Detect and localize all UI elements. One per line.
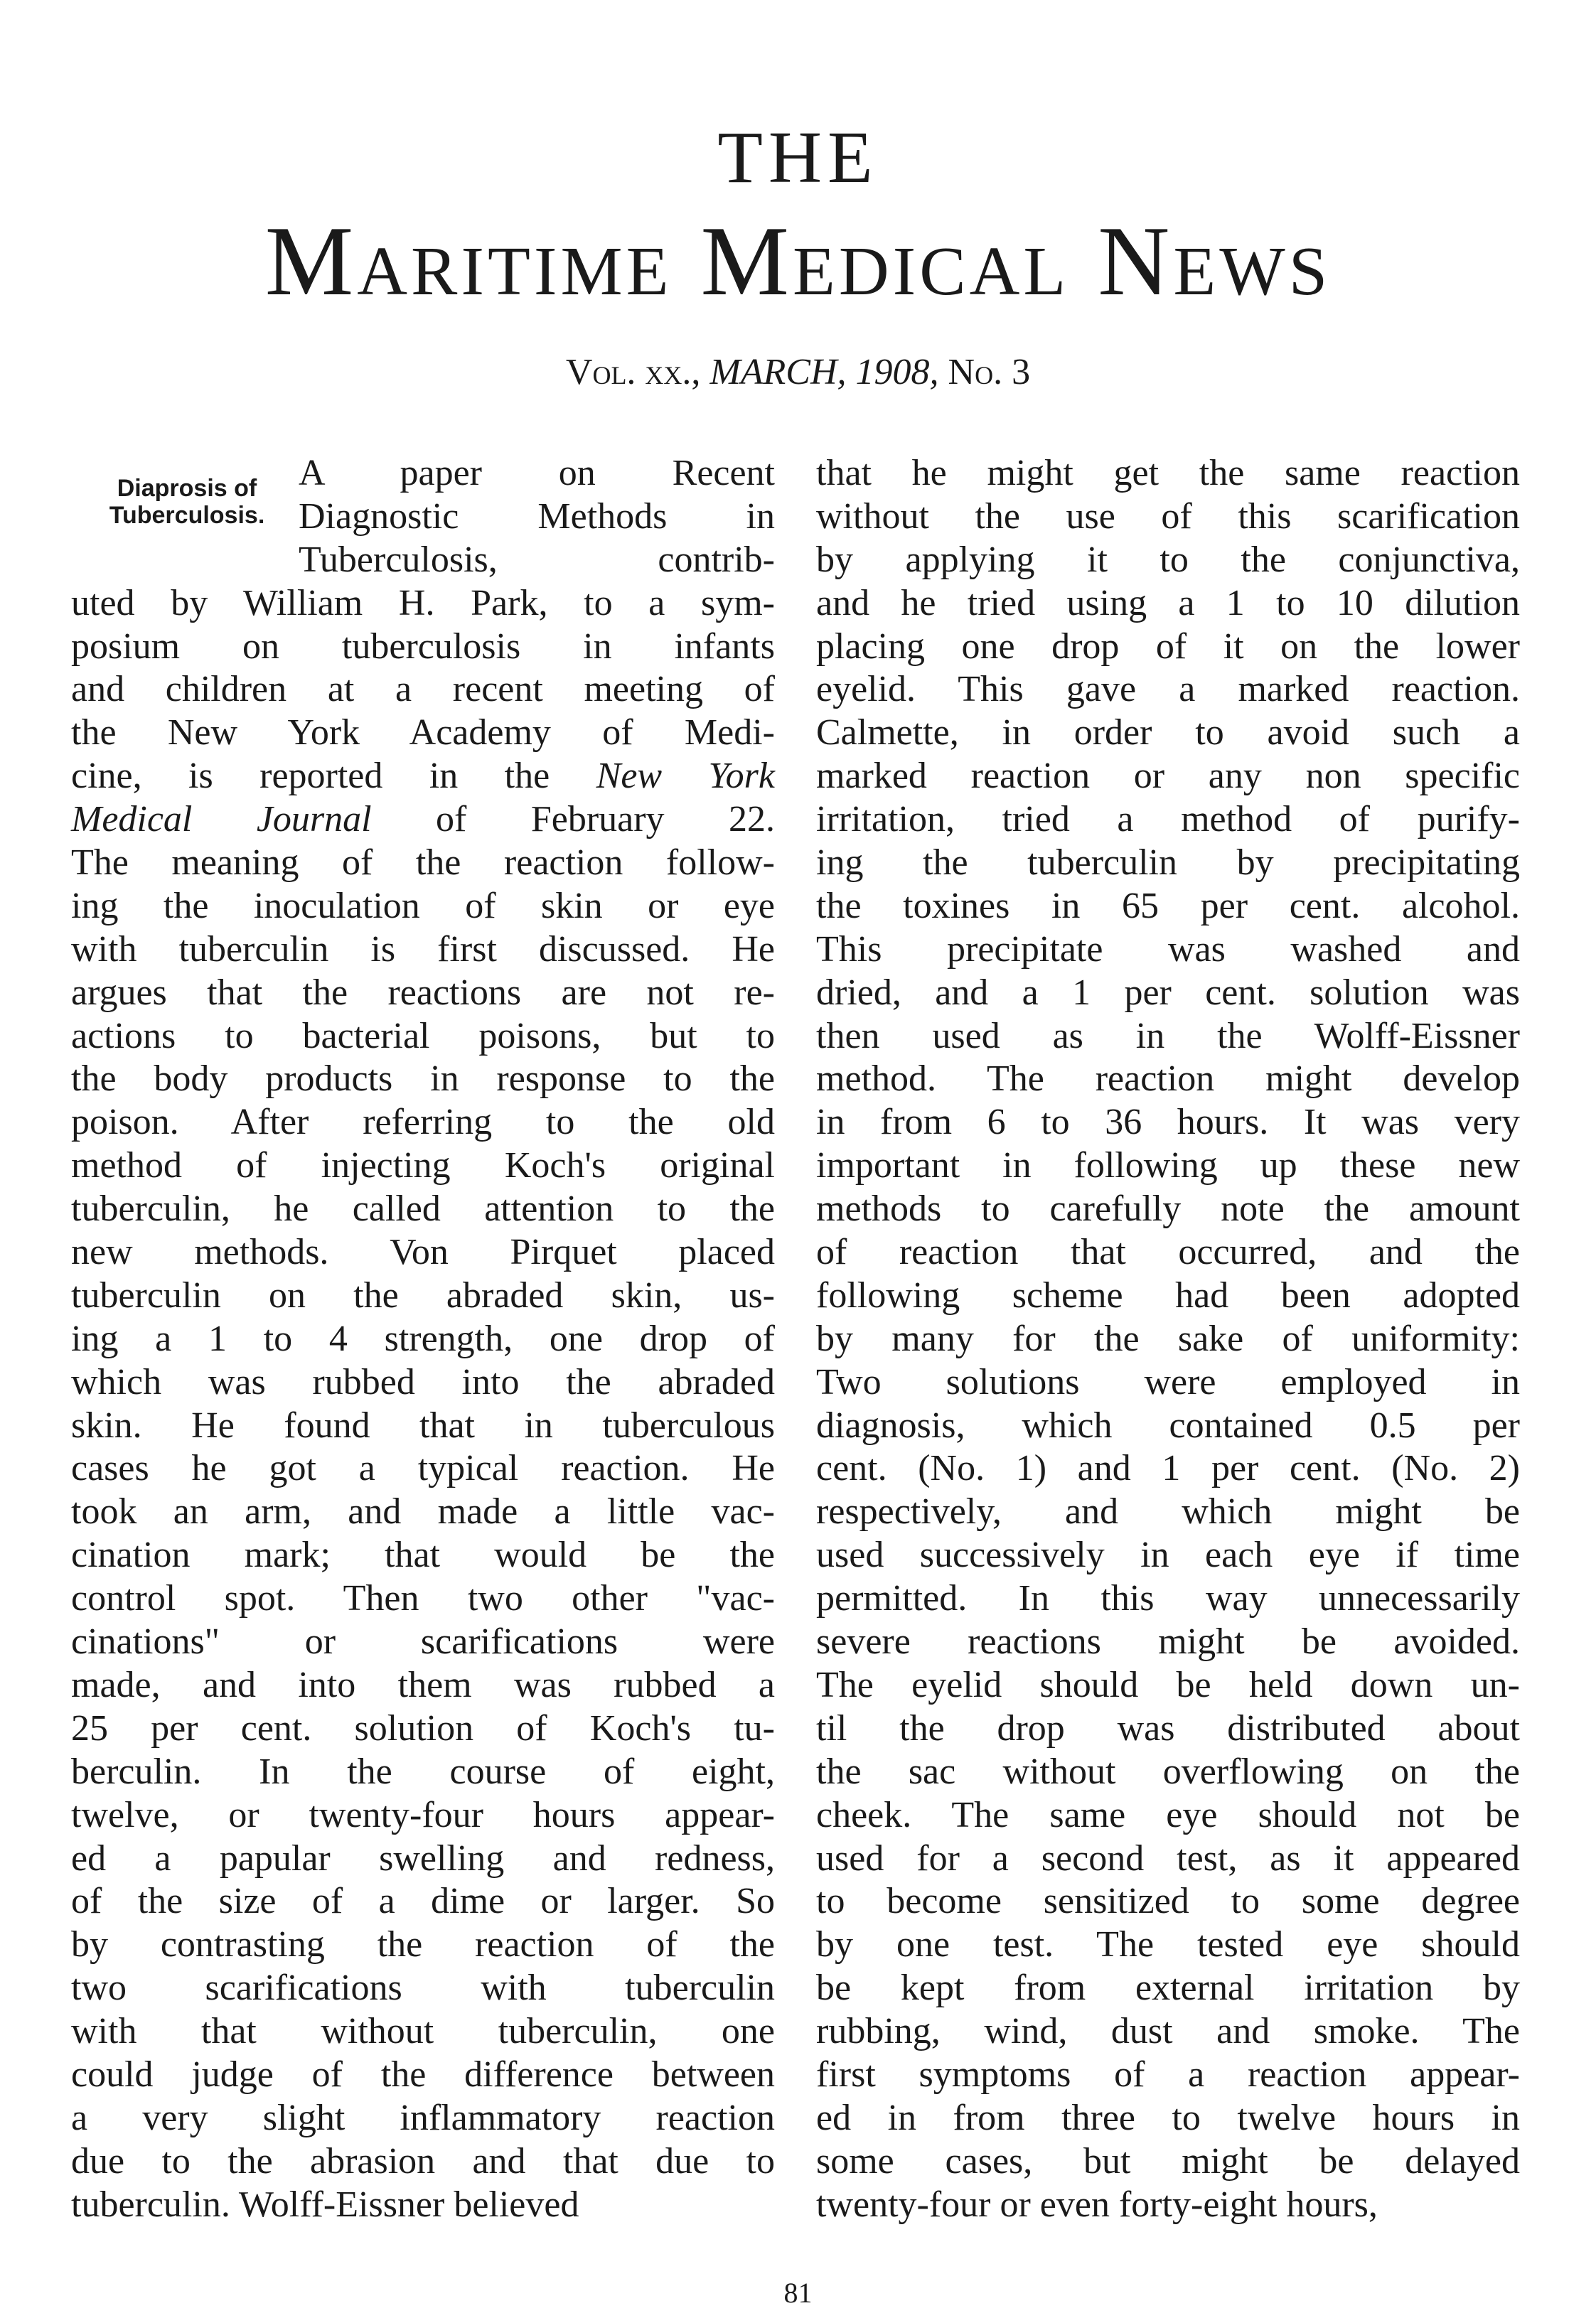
text-line: and he tried using a 1 to 10 dilution [816, 582, 1520, 623]
text-line: in from 6 to 36 hours. It was very [816, 1102, 1520, 1143]
text-line: cine, is reported in the New York [71, 756, 775, 797]
text-line: with that without tuberculin, one [71, 2011, 775, 2052]
text-line: twenty-four or even forty-eight hours, [816, 2184, 1378, 2225]
text-line: actions to bacterial poisons, but to [71, 1015, 775, 1056]
text-line: 25 per cent. solution of Koch's tu- [71, 1707, 775, 1749]
text-line: the toxines in 65 per cent. alcohol. [816, 885, 1520, 926]
text-line: be kept from external irritation by [816, 1968, 1520, 2009]
text-line: to become sensitized to some degree [816, 1881, 1520, 1922]
text-line: without the use of this scarification [816, 495, 1520, 537]
text-line: ing the inoculation of skin or eye [71, 885, 775, 926]
issue-number: No. 3 [948, 352, 1031, 392]
text-line: respectively, and which might be [816, 1491, 1520, 1533]
text-line: then used as in the Wolff-Eissner [816, 1015, 1520, 1056]
text-line: which was rubbed into the abraded [71, 1361, 775, 1402]
text-line: poison. After referring to the old [71, 1102, 775, 1143]
text-line: with tuberculin is first discussed. He [71, 928, 775, 970]
text-line: new methods. Von Pirquet placed [71, 1232, 775, 1273]
side-heading-line: Tuberculosis. [109, 502, 265, 529]
text-line: skin. He found that in tuberculous [71, 1405, 775, 1446]
text-line: A paper on Recent [299, 453, 775, 493]
issue-line [0, 354, 1596, 391]
text-line: two scarifications with tuberculin [71, 1968, 775, 2009]
text-line: tuberculin on the abraded skin, us- [71, 1275, 775, 1316]
text-line: by applying it to the conjunctiva, [816, 539, 1520, 580]
text-line: a very slight inflammatory reaction [71, 2097, 775, 2138]
text-line: cent. (No. 1) and 1 per cent. (No. 2) [816, 1448, 1520, 1489]
text-line: til the drop was distributed about [816, 1707, 1520, 1749]
text-line: argues that the reactions are not re- [71, 972, 775, 1013]
text-line: placing one drop of it on the lower [816, 626, 1520, 667]
text-line: cases he got a typical reaction. He [71, 1448, 775, 1489]
text-line: eyelid. This gave a marked reaction. [816, 669, 1520, 710]
text-line: the New York Academy of Medi- [71, 712, 775, 753]
text-line: Two solutions were employed in [816, 1361, 1520, 1402]
text-line: berculin. In the course of eight, [71, 1751, 775, 1792]
masthead-the: THE [717, 117, 879, 198]
left-column [71, 452, 775, 2227]
text-line: diagnosis, which contained 0.5 per [816, 1405, 1520, 1446]
text-line: permitted. In this way unnecessarily [816, 1578, 1520, 1619]
text-line: ed in from three to twelve hours in [816, 2097, 1520, 2138]
text-line: cination mark; that would be the [71, 1535, 775, 1576]
text-line: took an arm, and made a little vac- [71, 1491, 775, 1533]
text-line: following scheme had been adopted [816, 1275, 1520, 1316]
text-line: important in following up these new [816, 1145, 1520, 1186]
text-line: of reaction that occurred, and the [816, 1232, 1520, 1273]
text-line: rubbing, wind, dust and smoke. The [816, 2011, 1520, 2052]
volume-label: Vol. xx., [565, 352, 701, 392]
journal-title: Maritime Medical News [264, 206, 1332, 316]
text-line: cheek. The same eye should not be [816, 1794, 1520, 1835]
text-line: ing a 1 to 4 strength, one drop of [71, 1318, 775, 1359]
right-column [816, 452, 1520, 2227]
text-line: Calmette, in order to avoid such a [816, 712, 1520, 753]
text-line: the sac without overflowing on the [816, 1751, 1520, 1792]
text-line: by contrasting the reaction of the [71, 1924, 775, 1965]
text-line: method of injecting Koch's original [71, 1145, 775, 1186]
text-line: uted by William H. Park, to a sym- [71, 582, 775, 623]
side-heading-line: Diaprosis of [117, 475, 257, 502]
text-line: cinations" or scarifications were [71, 1621, 775, 1663]
text-line: methods to carefully note the amount [816, 1189, 1520, 1230]
text-line: This precipitate was washed and [816, 928, 1520, 970]
text-line: twelve, or twenty-four hours appear- [71, 1794, 775, 1835]
text-line: and children at a recent meeting of [71, 669, 775, 710]
text-line: tuberculin, he called attention to the [71, 1189, 775, 1230]
text-line: by many for the sake of uniformity: [816, 1318, 1520, 1359]
text-line: that he might get the same reaction [816, 453, 1520, 493]
text-line: Medical Journal of February 22. [71, 799, 775, 840]
text-line: tuberculin. Wolff-Eissner believed [71, 2184, 579, 2225]
text-line: used successively in each eye if time [816, 1535, 1520, 1576]
page-number: 81 [783, 2277, 813, 2309]
text-line: due to the abrasion and that due to [71, 2140, 775, 2182]
text-line: irritation, tried a method of purify- [816, 799, 1520, 840]
text-line: severe reactions might be avoided. [816, 1621, 1520, 1663]
text-line: Diagnostic Methods in [299, 495, 775, 537]
text-line: ing the tuberculin by precipitating [816, 842, 1520, 884]
text-line: control spot. Then two other "vac- [71, 1578, 775, 1619]
text-line: the body products in response to the [71, 1058, 775, 1100]
text-line: some cases, but might be delayed [816, 2140, 1520, 2182]
issue-date: MARCH, 1908, [709, 352, 939, 392]
text-line: dried, and a 1 per cent. solution was [816, 972, 1520, 1013]
text-line: used for a second test, as it appeared [816, 1838, 1520, 1879]
text-line: method. The reaction might develop [816, 1058, 1520, 1100]
text-line: The meaning of the reaction follow- [71, 842, 775, 884]
text-line: ed a papular swelling and redness, [71, 1838, 775, 1879]
text-line: marked reaction or any non specific [816, 756, 1520, 797]
text-line: Tuberculosis, contrib- [299, 539, 775, 580]
text-line: by one test. The tested eye should [816, 1924, 1520, 1965]
text-line: made, and into them was rubbed a [71, 1664, 775, 1705]
text-line: first symptoms of a reaction appear- [816, 2054, 1520, 2095]
text-line: posium on tuberculosis in infants [71, 626, 775, 667]
text-line: could judge of the difference between [71, 2054, 775, 2095]
text-line: of the size of a dime or larger. So [71, 1881, 775, 1922]
text-line: The eyelid should be held down un- [816, 1664, 1520, 1705]
